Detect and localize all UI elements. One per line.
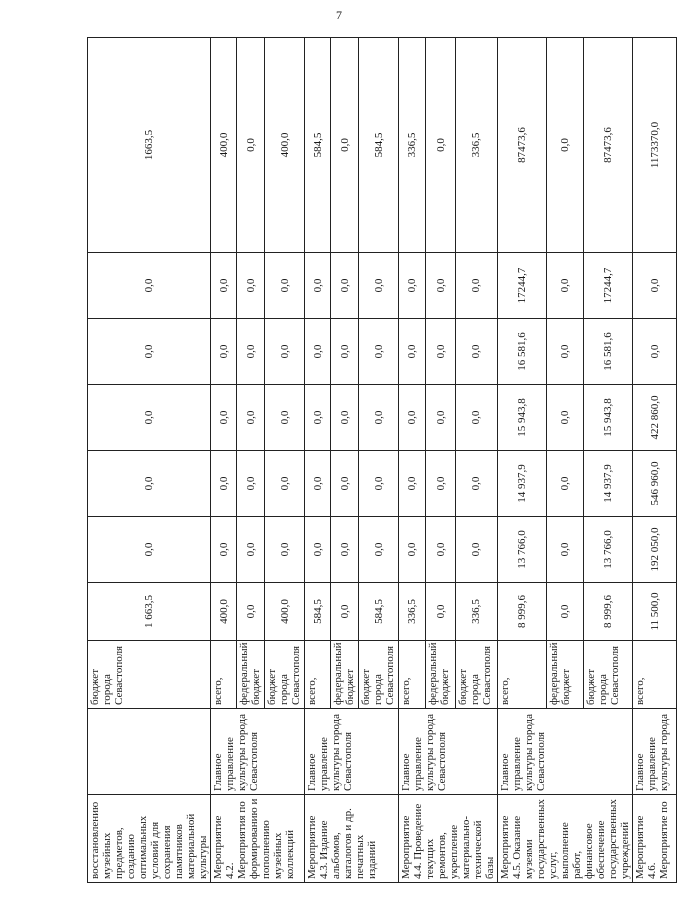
value-cell: 0,0 (547, 253, 584, 319)
value-cell: 0,0 (547, 319, 584, 385)
value-cell: 15 943,8 (583, 385, 632, 451)
value-cell: 11 500,0 (633, 583, 677, 641)
value-cell: 0,0 (88, 451, 211, 517)
value-cell: 87473,6 (583, 38, 632, 253)
value-cell: 0,0 (547, 385, 584, 451)
funding-source-cell: федеральный бюджет (426, 641, 455, 709)
funding-source-cell: бюджет города Севастополя (455, 641, 497, 709)
value-cell: 0,0 (359, 451, 399, 517)
value-cell: 0,0 (211, 517, 237, 583)
value-cell: 0,0 (305, 319, 331, 385)
value-cell: 584,5 (359, 38, 399, 253)
value-cell: 0,0 (265, 253, 305, 319)
value-cell: 584,5 (305, 38, 331, 253)
value-cell: 87473,6 (498, 38, 547, 253)
value-cell: 0,0 (237, 583, 265, 641)
value-cell: 0,0 (331, 319, 359, 385)
value-cell: 0,0 (305, 253, 331, 319)
measure-name-cell: Мероприятие 4.4. Проведение текущих ремонтов, укрепление материально-технической базы (399, 795, 498, 883)
value-cell: 8 999,6 (498, 583, 547, 641)
value-cell: 336,5 (455, 583, 497, 641)
value-cell: 16 581,6 (498, 319, 547, 385)
executor-cell: Главное управление культуры города Севастополя (305, 709, 399, 795)
funding-source-cell: федеральный бюджет (331, 641, 359, 709)
value-cell: 0,0 (426, 583, 455, 641)
value-cell: 0,0 (211, 253, 237, 319)
value-cell: 584,5 (305, 583, 331, 641)
value-cell: 0,0 (211, 451, 237, 517)
value-cell: 0,0 (399, 319, 426, 385)
value-cell: 0,0 (455, 451, 497, 517)
value-cell: 0,0 (331, 38, 359, 253)
table-row (305, 38, 331, 883)
value-cell: 0,0 (265, 319, 305, 385)
value-cell: 0,0 (359, 517, 399, 583)
page-number: 7 (336, 8, 342, 22)
value-cell: 8 999,6 (583, 583, 632, 641)
executor-cell: Главное управление культуры города (633, 709, 677, 795)
value-cell: 0,0 (88, 253, 211, 319)
value-cell: 400,0 (265, 583, 305, 641)
value-cell: 546 960,0 (633, 451, 677, 517)
value-cell: 0,0 (331, 451, 359, 517)
value-cell: 14 937,9 (498, 451, 547, 517)
value-cell: 1173370,0 (633, 38, 677, 253)
value-cell: 0,0 (399, 451, 426, 517)
value-cell: 0,0 (547, 517, 584, 583)
value-cell: 0,0 (331, 253, 359, 319)
measure-name-cell: Мероприятие 4.6. Мероприятие по (633, 795, 677, 883)
table-row (211, 38, 237, 883)
value-cell: 16 581,6 (583, 319, 632, 385)
funding-source-cell: всего, (399, 641, 426, 709)
value-cell: 0,0 (305, 451, 331, 517)
value-cell: 0,0 (633, 253, 677, 319)
value-cell: 0,0 (237, 253, 265, 319)
value-cell: 0,0 (633, 319, 677, 385)
value-cell: 0,0 (265, 517, 305, 583)
value-cell: 0,0 (305, 517, 331, 583)
measure-name-cell: Мероприятие 4.2. Мероприятия по формированию и пополнению музейных коллекций (211, 795, 305, 883)
value-cell: 0,0 (399, 517, 426, 583)
value-cell: 0,0 (305, 385, 331, 451)
value-cell: 0,0 (399, 253, 426, 319)
table-row (88, 38, 211, 883)
value-cell: 0,0 (455, 319, 497, 385)
value-cell: 0,0 (211, 319, 237, 385)
value-cell: 0,0 (359, 319, 399, 385)
value-cell: 14 937,9 (583, 451, 632, 517)
value-cell: 0,0 (547, 451, 584, 517)
value-cell: 13 766,0 (583, 517, 632, 583)
funding-source-cell: всего, (211, 641, 237, 709)
value-cell: 0,0 (331, 583, 359, 641)
value-cell: 0,0 (455, 253, 497, 319)
rotated-table-sheet (87, 38, 670, 883)
value-cell: 422 860,0 (633, 385, 677, 451)
value-cell: 17244,7 (498, 253, 547, 319)
funding-source-cell: федеральный бюджет (237, 641, 265, 709)
value-cell: 0,0 (455, 517, 497, 583)
value-cell: 400,0 (265, 38, 305, 253)
value-cell: 0,0 (88, 319, 211, 385)
funding-source-cell: всего, (633, 641, 677, 709)
value-cell: 0,0 (359, 385, 399, 451)
value-cell: 0,0 (426, 38, 455, 253)
value-cell: 0,0 (426, 451, 455, 517)
value-cell: 0,0 (237, 517, 265, 583)
value-cell: 0,0 (237, 38, 265, 253)
table-row (399, 38, 426, 883)
value-cell: 0,0 (88, 385, 211, 451)
value-cell: 0,0 (211, 385, 237, 451)
rotated-table-frame (87, 38, 670, 883)
funding-source-cell: бюджет города Севастополя (583, 641, 632, 709)
value-cell: 0,0 (426, 253, 455, 319)
value-cell: 192 050,0 (633, 517, 677, 583)
executor-cell (88, 709, 211, 795)
table-row (633, 38, 677, 883)
value-cell: 0,0 (455, 385, 497, 451)
executor-cell: Главное управление культуры города Севастополя (211, 709, 305, 795)
value-cell: 0,0 (88, 517, 211, 583)
measure-name-cell: Мероприятие 4.5. Оказание музеями государственных услуг, выполнение работ, финансовое обеспечение государственных учреждений (498, 795, 633, 883)
measure-name-cell: Мероприятие 4.3. Издание альбомов, каталогов и др. печатных изданий (305, 795, 399, 883)
value-cell: 0,0 (237, 385, 265, 451)
value-cell: 400,0 (211, 38, 237, 253)
value-cell: 0,0 (237, 319, 265, 385)
value-cell: 400,0 (211, 583, 237, 641)
measure-name-cell: восстановлению музейных предметов, созданию оптимальных условий для сохранения памятников материальной культуры (88, 795, 211, 883)
funding-source-cell: бюджет города Севастополя (359, 641, 399, 709)
value-cell: 1663,5 (88, 38, 211, 253)
funding-source-cell: бюджет города Севастополя (265, 641, 305, 709)
value-cell: 0,0 (426, 517, 455, 583)
value-cell: 336,5 (455, 38, 497, 253)
executor-cell: Главное управление культуры города Севастополя (498, 709, 633, 795)
value-cell: 1 663,5 (88, 583, 211, 641)
value-cell: 0,0 (426, 385, 455, 451)
funding-source-cell: всего, (305, 641, 331, 709)
value-cell: 0,0 (237, 451, 265, 517)
value-cell: 0,0 (265, 385, 305, 451)
executor-cell: Главное управление культуры города Севастополя (399, 709, 498, 795)
funding-source-cell: всего, (498, 641, 547, 709)
value-cell: 336,5 (399, 583, 426, 641)
value-cell: 0,0 (547, 38, 584, 253)
value-cell: 0,0 (426, 319, 455, 385)
value-cell: 15 943,8 (498, 385, 547, 451)
value-cell: 584,5 (359, 583, 399, 641)
value-cell: 0,0 (265, 451, 305, 517)
funding-source-cell: федеральный бюджет (547, 641, 584, 709)
value-cell: 0,0 (399, 385, 426, 451)
budget-table (87, 37, 677, 883)
value-cell: 0,0 (359, 253, 399, 319)
funding-source-cell: бюджет города Севастополя (88, 641, 211, 709)
value-cell: 17244,7 (583, 253, 632, 319)
table-row (498, 38, 547, 883)
value-cell: 0,0 (547, 583, 584, 641)
value-cell: 336,5 (399, 38, 426, 253)
value-cell: 0,0 (331, 517, 359, 583)
value-cell: 0,0 (331, 385, 359, 451)
value-cell: 13 766,0 (498, 517, 547, 583)
